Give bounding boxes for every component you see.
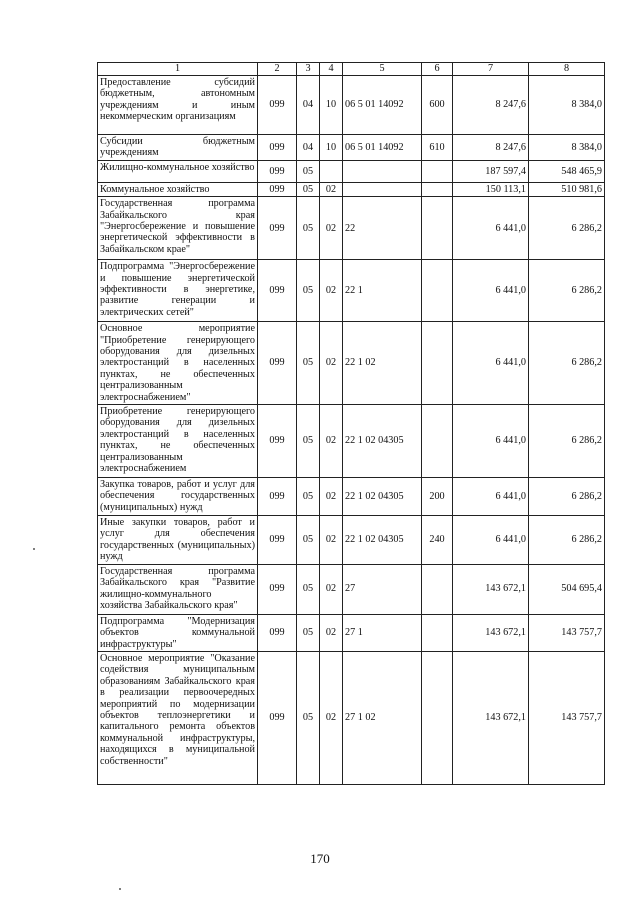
cell-subsection: 02 xyxy=(320,478,343,516)
cell-target-article: 22 1 02 04305 xyxy=(343,516,422,565)
cell-name: Подпрограмма "Модернизация объектов коммунальной инфраструктуры" xyxy=(98,614,258,651)
cell-expense-type xyxy=(422,564,453,614)
table-row xyxy=(98,478,605,516)
cell-grbs: 099 xyxy=(258,405,297,478)
cell-subsection: 10 xyxy=(320,135,343,161)
cell-amount-year2: 510 981,6 xyxy=(529,182,605,196)
cell-amount-year1: 8 247,6 xyxy=(453,76,529,135)
cell-section: 05 xyxy=(297,516,320,565)
cell-subsection: 02 xyxy=(320,260,343,322)
cell-amount-year2: 8 384,0 xyxy=(529,76,605,135)
cell-name: Подпрограмма "Энергосбережение и повышение энергетической эффективности в энергетике, развитие генерации и электрических сетей" xyxy=(98,260,258,322)
table-row xyxy=(98,135,605,161)
cell-grbs: 099 xyxy=(258,76,297,135)
cell-amount-year1: 6 441,0 xyxy=(453,260,529,322)
cell-section: 05 xyxy=(297,182,320,196)
cell-subsection: 02 xyxy=(320,322,343,405)
table-row xyxy=(98,182,605,196)
cell-section: 05 xyxy=(297,564,320,614)
table-row xyxy=(98,76,605,135)
cell-target-article: 27 xyxy=(343,564,422,614)
cell-name: Субсидии бюджетным учреждениям xyxy=(98,135,258,161)
cell-grbs: 099 xyxy=(258,135,297,161)
cell-grbs: 099 xyxy=(258,478,297,516)
cell-expense-type xyxy=(422,405,453,478)
cell-subsection xyxy=(320,160,343,182)
cell-expense-type xyxy=(422,160,453,182)
cell-name: Основное мероприятие "Оказание содействия муниципальным образованиям Забайкальского края в реализации первоочередных мероприятий по модернизации объектов теплоэнергетики и капитального ремонта объектов коммунальной инфраструктуры, находящихся в муниципальной собственности" xyxy=(98,651,258,784)
cell-name: Приобретение генерирующего оборудования для дизельных электростанций в населенных пунктах, не обеспеченных централизованным электроснабжением xyxy=(98,405,258,478)
scan-speck xyxy=(33,548,35,550)
cell-target-article xyxy=(343,160,422,182)
cell-subsection: 02 xyxy=(320,651,343,784)
cell-grbs: 099 xyxy=(258,516,297,565)
cell-amount-year1: 143 672,1 xyxy=(453,614,529,651)
cell-expense-type: 600 xyxy=(422,76,453,135)
cell-amount-year1: 6 441,0 xyxy=(453,322,529,405)
cell-name: Закупка товаров, работ и услуг для обеспечения государственных (муниципальных) нужд xyxy=(98,478,258,516)
cell-amount-year2: 6 286,2 xyxy=(529,322,605,405)
cell-section: 05 xyxy=(297,322,320,405)
column-header: 7 xyxy=(453,63,529,76)
cell-subsection: 02 xyxy=(320,197,343,260)
cell-target-article: 22 1 02 xyxy=(343,322,422,405)
column-header: 8 xyxy=(529,63,605,76)
cell-amount-year2: 6 286,2 xyxy=(529,516,605,565)
cell-amount-year2: 6 286,2 xyxy=(529,260,605,322)
cell-amount-year1: 143 672,1 xyxy=(453,651,529,784)
cell-amount-year2: 504 695,4 xyxy=(529,564,605,614)
scan-speck xyxy=(119,888,121,890)
column-header: 5 xyxy=(343,63,422,76)
cell-grbs: 099 xyxy=(258,260,297,322)
table-row xyxy=(98,516,605,565)
cell-subsection: 02 xyxy=(320,516,343,565)
cell-name: Предоставление субсидий бюджетным, автономным учреждениям и иным некоммерческим организациям xyxy=(98,76,258,135)
cell-target-article: 22 1 xyxy=(343,260,422,322)
cell-grbs: 099 xyxy=(258,197,297,260)
budget-table xyxy=(97,62,605,785)
cell-amount-year1: 143 672,1 xyxy=(453,564,529,614)
cell-section: 05 xyxy=(297,197,320,260)
cell-expense-type xyxy=(422,182,453,196)
cell-expense-type: 610 xyxy=(422,135,453,161)
cell-grbs: 099 xyxy=(258,651,297,784)
cell-name: Жилищно-коммунальное хозяйство xyxy=(98,160,258,182)
column-header: 1 xyxy=(98,63,258,76)
cell-subsection: 10 xyxy=(320,76,343,135)
cell-target-article xyxy=(343,182,422,196)
page-number: 170 xyxy=(310,851,330,866)
cell-target-article: 22 1 02 04305 xyxy=(343,405,422,478)
cell-amount-year1: 187 597,4 xyxy=(453,160,529,182)
cell-target-article: 06 5 01 14092 xyxy=(343,76,422,135)
table-row xyxy=(98,322,605,405)
cell-expense-type xyxy=(422,322,453,405)
cell-amount-year2: 6 286,2 xyxy=(529,405,605,478)
cell-expense-type xyxy=(422,651,453,784)
cell-name: Государственная программа Забайкальского края "Энергосбережение и повышение энергетической эффективности в Забайкальском крае" xyxy=(98,197,258,260)
cell-grbs: 099 xyxy=(258,160,297,182)
cell-section: 05 xyxy=(297,614,320,651)
cell-grbs: 099 xyxy=(258,564,297,614)
cell-section: 04 xyxy=(297,135,320,161)
cell-amount-year1: 6 441,0 xyxy=(453,197,529,260)
cell-name: Иные закупки товаров, работ и услуг для обеспечения государственных (муниципальных) нужд xyxy=(98,516,258,565)
cell-amount-year2: 8 384,0 xyxy=(529,135,605,161)
table-body xyxy=(98,63,605,785)
cell-expense-type: 240 xyxy=(422,516,453,565)
cell-section: 05 xyxy=(297,651,320,784)
cell-subsection: 02 xyxy=(320,564,343,614)
cell-section: 05 xyxy=(297,260,320,322)
table-row xyxy=(98,614,605,651)
column-header: 4 xyxy=(320,63,343,76)
cell-amount-year2: 6 286,2 xyxy=(529,197,605,260)
cell-amount-year1: 6 441,0 xyxy=(453,405,529,478)
cell-name: Основное мероприятие "Приобретение генерирующего оборудования для дизельных электростанций в населенных пунктах, не обеспеченных централизованным электроснабжением" xyxy=(98,322,258,405)
cell-grbs: 099 xyxy=(258,614,297,651)
table-row xyxy=(98,260,605,322)
cell-expense-type: 200 xyxy=(422,478,453,516)
cell-name: Государственная программа Забайкальского края "Развитие жилищно-коммунального хозяйства Забайкальского края" xyxy=(98,564,258,614)
cell-expense-type xyxy=(422,614,453,651)
table-row xyxy=(98,564,605,614)
cell-expense-type xyxy=(422,260,453,322)
cell-amount-year2: 548 465,9 xyxy=(529,160,605,182)
cell-target-article: 06 5 01 14092 xyxy=(343,135,422,161)
cell-amount-year1: 6 441,0 xyxy=(453,516,529,565)
table-header-row xyxy=(98,63,605,76)
cell-section: 05 xyxy=(297,160,320,182)
table-row xyxy=(98,405,605,478)
cell-section: 05 xyxy=(297,478,320,516)
cell-amount-year2: 143 757,7 xyxy=(529,651,605,784)
cell-amount-year1: 150 113,1 xyxy=(453,182,529,196)
cell-grbs: 099 xyxy=(258,322,297,405)
cell-subsection: 02 xyxy=(320,614,343,651)
column-header: 3 xyxy=(297,63,320,76)
cell-amount-year1: 8 247,6 xyxy=(453,135,529,161)
column-header: 6 xyxy=(422,63,453,76)
cell-section: 05 xyxy=(297,405,320,478)
cell-target-article: 27 1 02 xyxy=(343,651,422,784)
cell-name: Коммунальное хозяйство xyxy=(98,182,258,196)
cell-subsection: 02 xyxy=(320,182,343,196)
cell-expense-type xyxy=(422,197,453,260)
cell-amount-year2: 143 757,7 xyxy=(529,614,605,651)
cell-target-article: 22 xyxy=(343,197,422,260)
cell-subsection: 02 xyxy=(320,405,343,478)
table-row xyxy=(98,197,605,260)
cell-target-article: 27 1 xyxy=(343,614,422,651)
cell-grbs: 099 xyxy=(258,182,297,196)
cell-section: 04 xyxy=(297,76,320,135)
cell-amount-year1: 6 441,0 xyxy=(453,478,529,516)
column-header: 2 xyxy=(258,63,297,76)
cell-target-article: 22 1 02 04305 xyxy=(343,478,422,516)
table-row xyxy=(98,651,605,784)
table-row xyxy=(98,160,605,182)
cell-amount-year2: 6 286,2 xyxy=(529,478,605,516)
